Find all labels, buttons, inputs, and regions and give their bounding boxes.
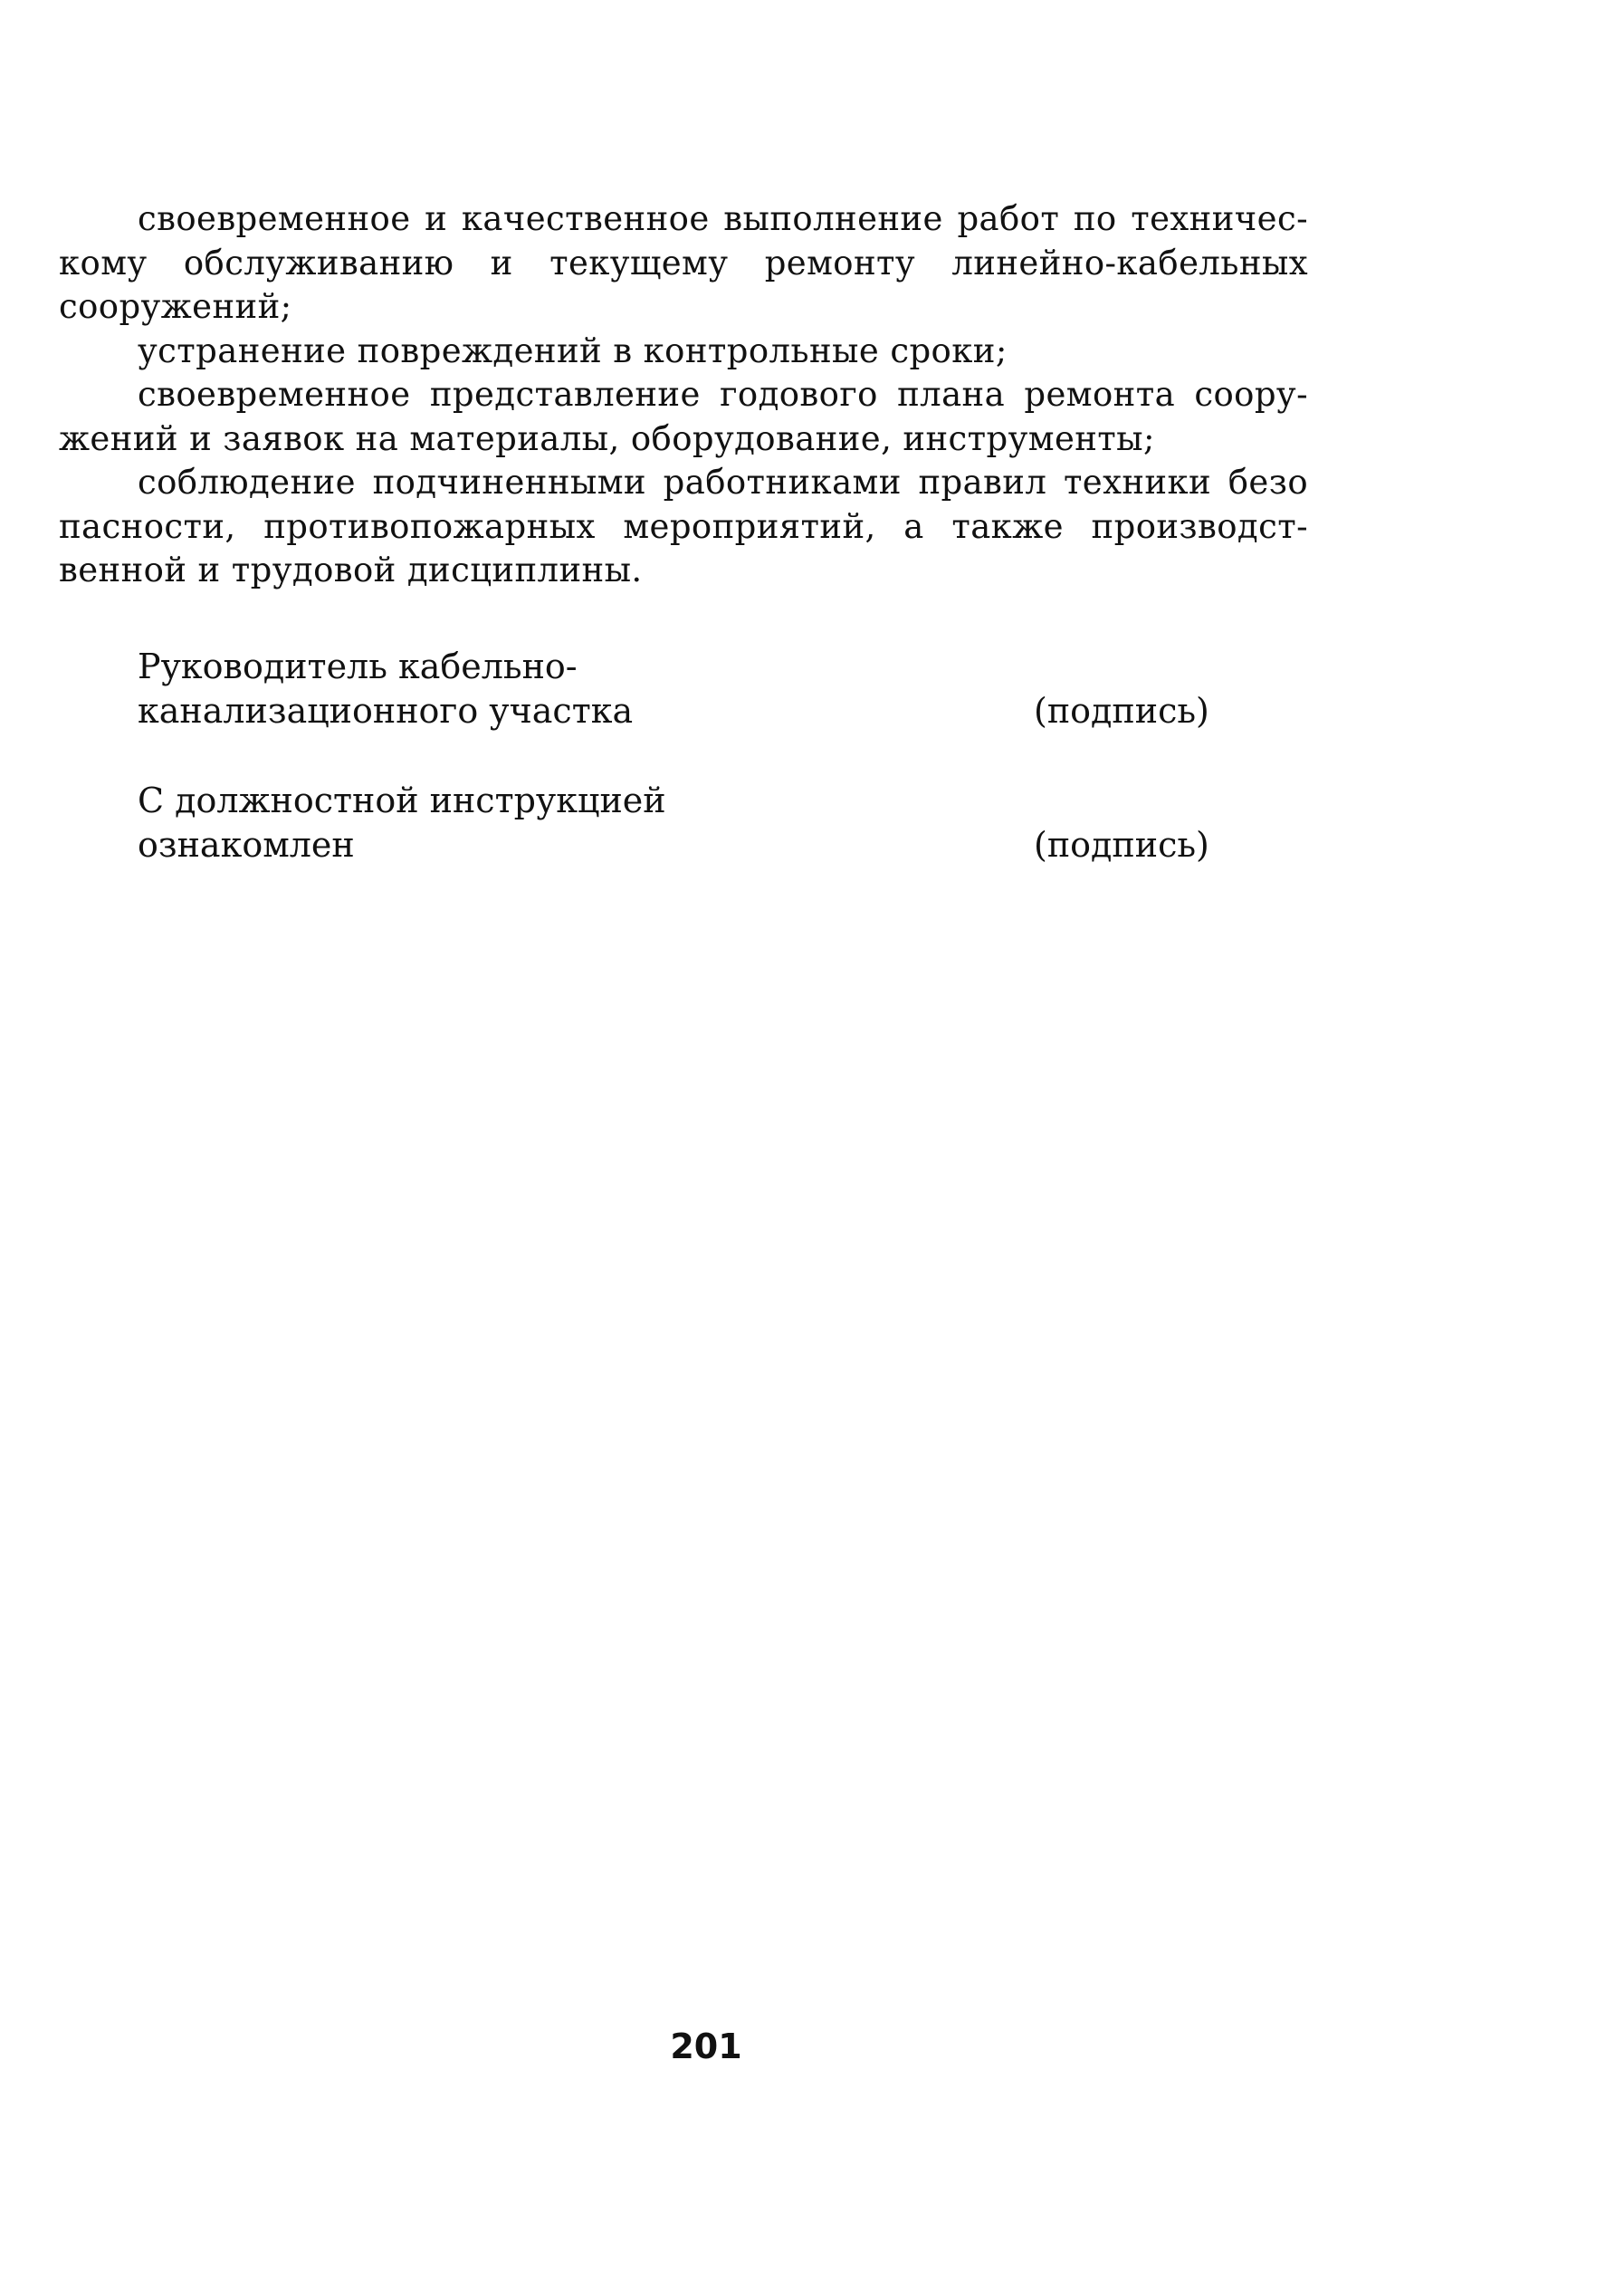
- manager-signature-block: [138, 645, 1224, 733]
- manager-title-line1: Руководитель кабельно-: [138, 647, 578, 686]
- text-line: жений и заявок на материалы, оборудование, инструменты;: [59, 418, 1155, 458]
- text-line: устранение повреждений в контрольные сроки;: [138, 331, 1008, 370]
- text-line: своевременное представление годового плана ремонта соору-: [138, 375, 1308, 414]
- duties-text: [59, 197, 1308, 593]
- text-line: сооружений;: [59, 287, 292, 326]
- text-line: соблюдение подчиненными работниками правил техники безо: [138, 463, 1308, 502]
- acknowledgment-line2: ознакомлен: [138, 825, 355, 865]
- manager-title-line2: канализационного участка: [138, 691, 634, 731]
- text-line: кому обслуживанию и текущему ремонту линейно-кабельных: [59, 243, 1308, 283]
- text-line: своевременное и качественное выполнение работ по техничес-: [138, 199, 1308, 238]
- acknowledgment-signature-block: [138, 779, 1224, 867]
- acknowledgment-signature-label: (подпись): [1034, 825, 1209, 865]
- text-line: венной и трудовой дисциплины.: [59, 551, 643, 589]
- page-number: 201: [670, 2027, 742, 2066]
- acknowledgment-line1: С должностной инструкцией: [138, 781, 666, 820]
- text-line: пасности, противопожарных мероприятий, а также производст-: [59, 506, 1308, 546]
- manager-signature-label: (подпись): [1034, 691, 1209, 731]
